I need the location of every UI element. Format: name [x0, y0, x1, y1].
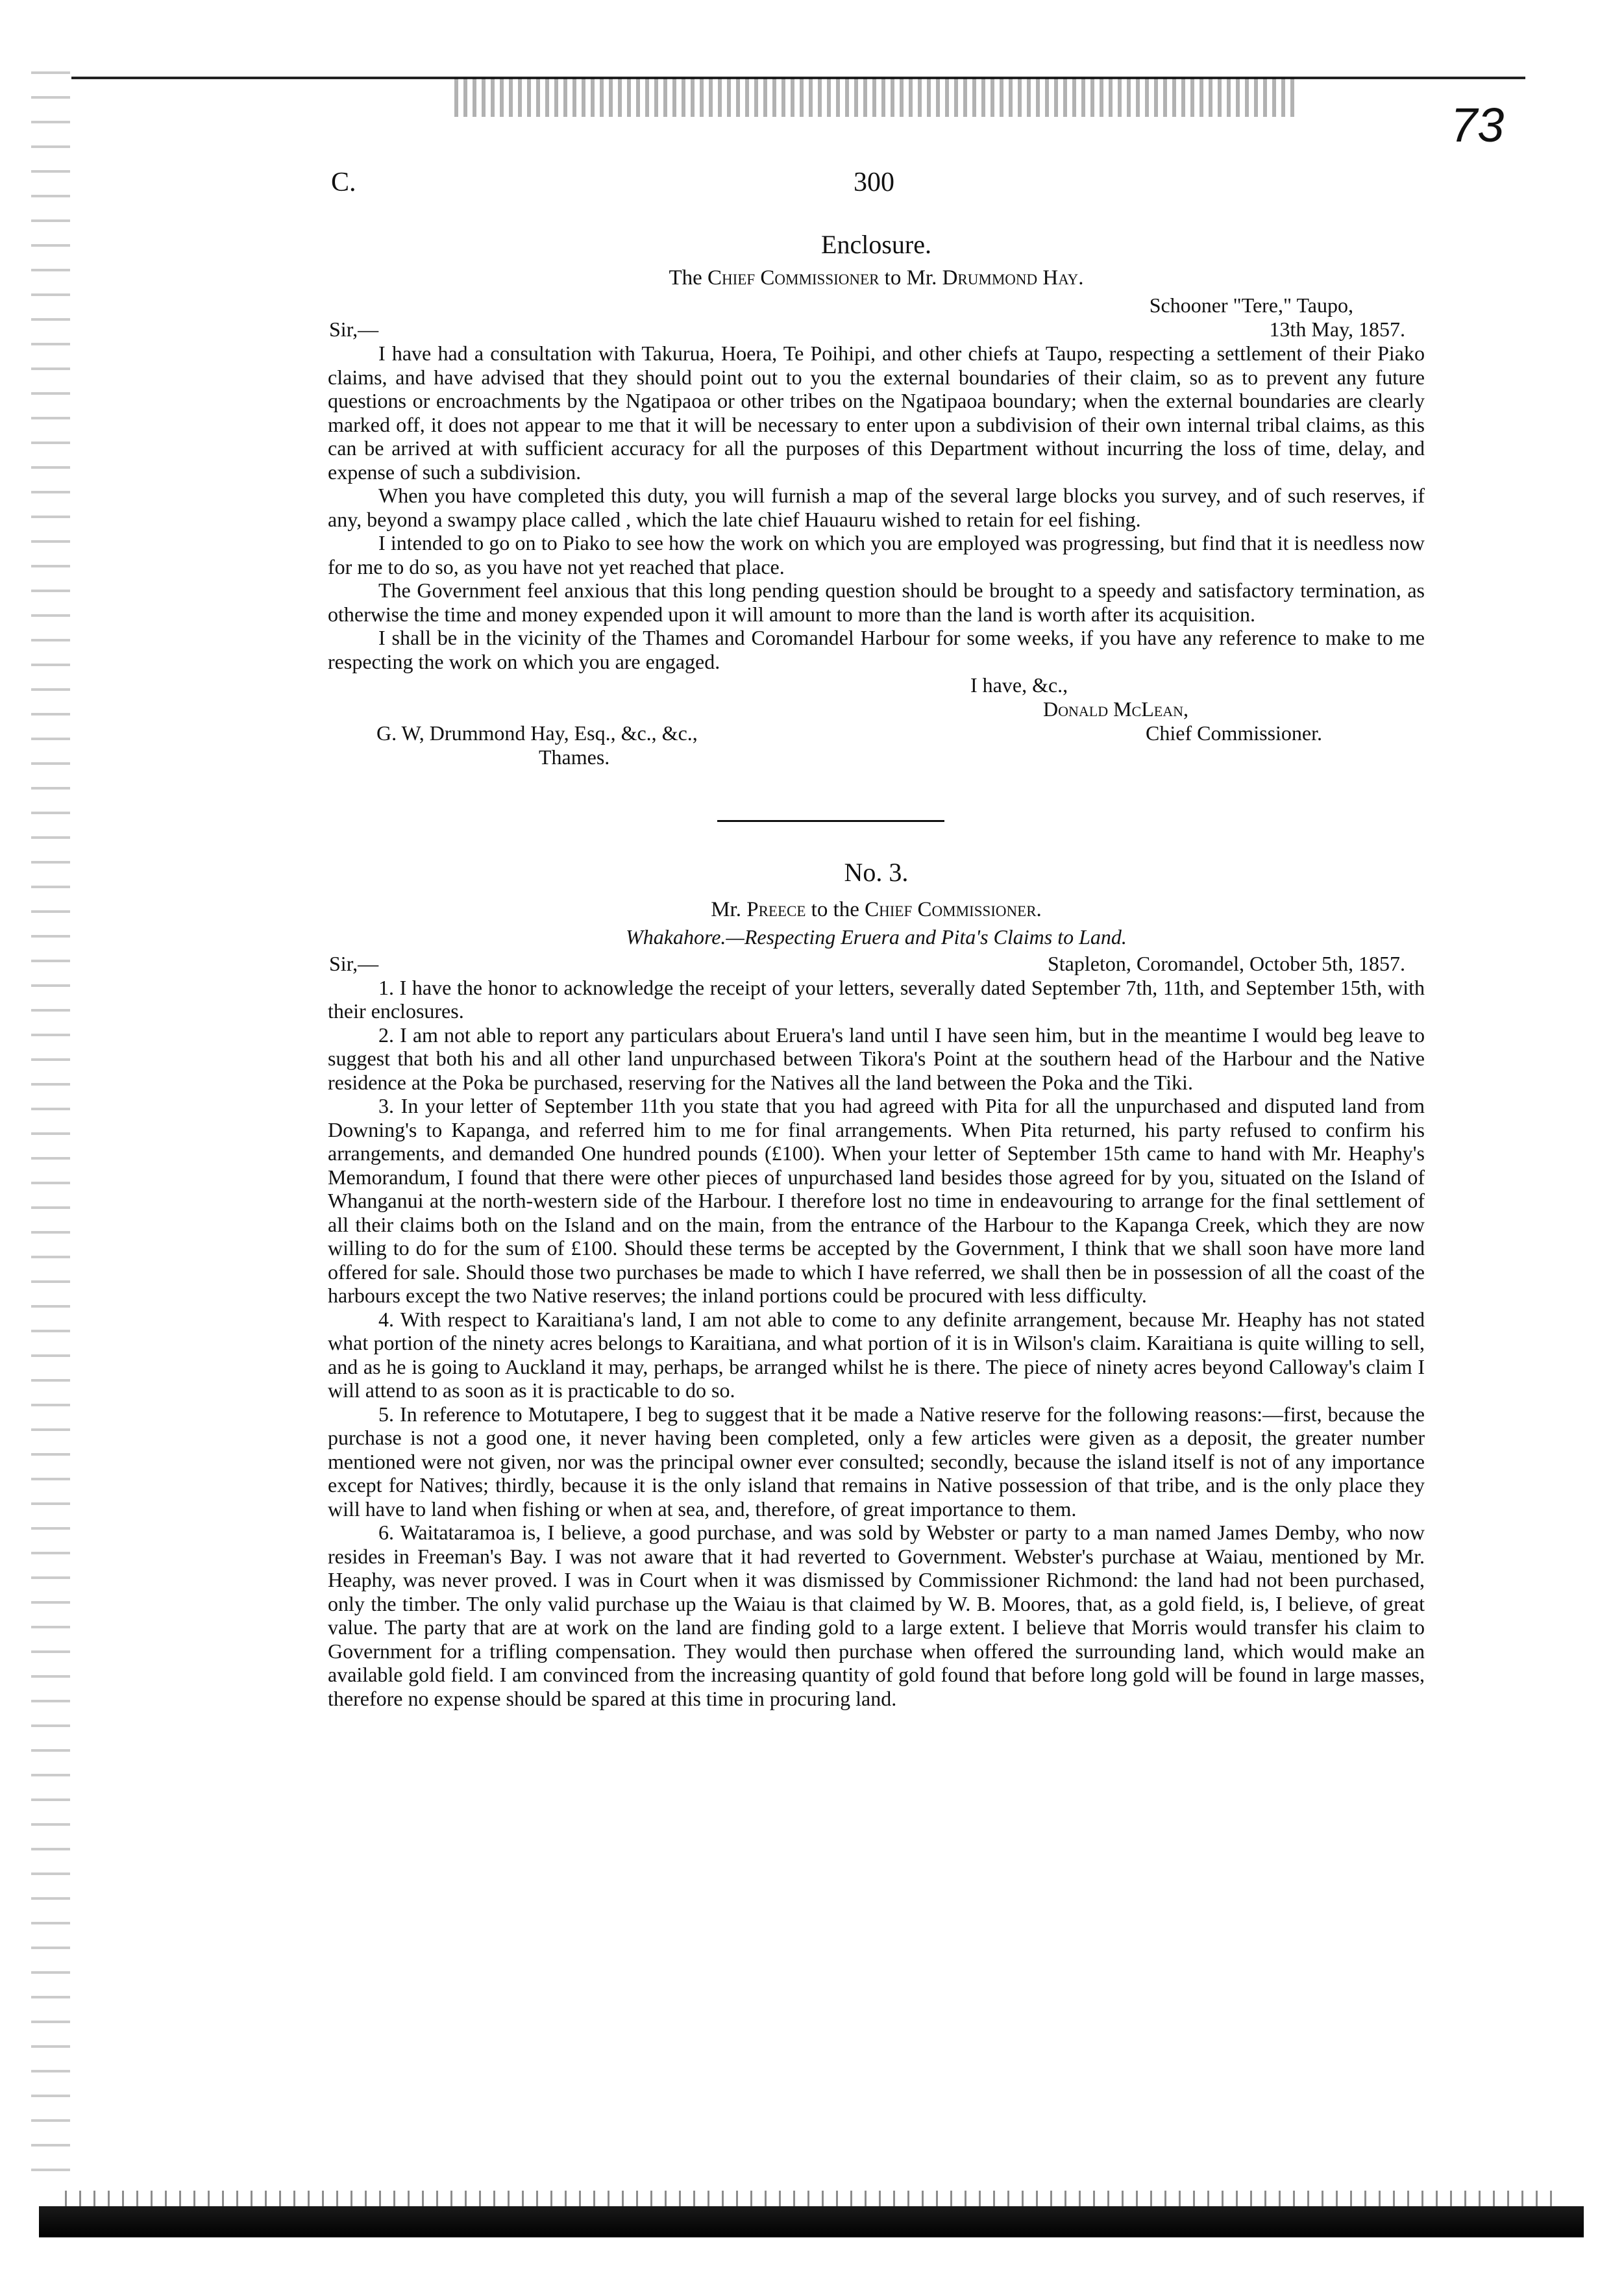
enclosure-heading: Enclosure.: [821, 230, 931, 259]
enclosure-signature-row: [328, 697, 1425, 721]
scan-edge-bottom: [39, 2206, 1584, 2237]
no3-title-to: Chief Commissioner.: [865, 897, 1042, 921]
no3-salutation: Sir,—: [329, 951, 379, 975]
enclosure-closing: I have, &c.,: [970, 673, 1068, 697]
no3-paragraph: 5. In reference to Motutapere, I beg to suggest that it be made a Native reserve for the following reasons:—first, because the purchase is not a good one, it never having been completed, only a few articles were given as a deposit, the greater number mentioned were not given, nor was the principal owner ever consulted; secondly, because the island itself is not of any importance except for Natives; thirdly, because it is the only island that remains in Native possession of that tribe, and is the only place they will have to land when fishing or when at sea, and, therefore, of great importance to them.: [328, 1402, 1425, 1521]
no3-heading: No. 3.: [844, 858, 909, 887]
enclosure-paragraph: I intended to go on to Piako to see how the work on which you are employed was progressing, but find that it is needless now for me to do so, as you have not yet reached that place.: [328, 531, 1425, 579]
enclosure-title-prefix: The: [669, 266, 702, 290]
no3-paragraph: 1. I have the honor to acknowledge the receipt of your letters, severally dated September 7th, 11th, and September 15th, with their enclosures.: [328, 975, 1425, 1023]
no3-paragraph: 4. With respect to Karaitiana's land, I am not able to come to any definite arrangement, because Mr. Heaphy has not stated what portion of the ninety acres belongs to Karaitiana, and what portion of it is in Wilson's claim. Karaitiana is quite willing to sell, and as he is going to Auckland it may, perhaps, be arranged whilst he is there. The piece of ninety acres beyond Calloway's claim I will attend to as soon as it is practicable to do so.: [328, 1307, 1425, 1402]
enclosure-paragraph: I have had a consultation with Takurua, Hoera, Te Poihipi, and other chiefs at Taupo, respecting a settlement of their Piako claims, and have advised that they should point out to you the external boundaries of their claim, so as to prevent any future questions or encroachments by the Ngatipaoa or other tribes on the Ngatipaoa boundary; when the external boundaries are clearly marked off, it does not appear to me that it will be necessary to enter upon a subdivision of their own internal tribal claims, as this can be arrived at with sufficient accuracy for all the purposes of this Department without incurring the loss of time, delay, and expense of such a subdivision.: [328, 342, 1425, 484]
enclosure-paragraph: I shall be in the vicinity of the Thames and Coromandel Harbour for some weeks, if you have any reference to make to me respecting the work on which you are engaged.: [328, 626, 1425, 673]
no3-paragraph: 2. I am not able to report any particulars about Eruera's land until I have seen him, but in the meantime I would beg leave to suggest that both his and all other land unpurchased between Tikora's Point at the southern head of the Harbour and the Native residence at the Poka be purchased, reserving for the Natives all the land between the Poka and the Tiki.: [328, 1023, 1425, 1094]
enclosure-closing-row: [328, 673, 1425, 697]
enclosure-title-from: Chief Commissioner: [707, 266, 880, 290]
no3-paragraph: 3. In your letter of September 11th you state that you had agreed with Pita for all the unpurchased and disputed land from Downing's to Kapanga, and referred him to me for final arrangements. When Pita returned, his party refused to confirm his arrangements, and demanded One hundred pounds (£100). When your letter of September 15th came to hand with Mr. Heaphy's Memorandum, I found that there were other pieces of unpurchased land besides those agreed for by you, situated on the Island of Whanganui at the north-western side of the Harbour. I therefore lost no time in endeavouring to arrange for the final settlement of all their claims both on the Island and on the main, from the entrance of the Harbour to the Kapanga Creek, which they are now willing to do for the sum of £100. Should these terms be accepted by the Government, I think that we shall soon have more land offered for sale. Should those two purchases be made to which I have referred, we shall then be in possession of all the coast of the harbours except the two Native reserves; the inland portions could be procured with less difficulty.: [328, 1094, 1425, 1307]
no3-title: [328, 898, 1425, 922]
document-page: [328, 159, 1425, 1710]
no3-title-to-word: to the: [811, 897, 859, 921]
enclosure-paragraph: The Government feel anxious that this long pending question should be brought to a speedy and satisfactory termination, as otherwise the time and money expended upon it will amount to more than the land is worth after its acquisition.: [328, 579, 1425, 626]
enclosure-date: 13th May, 1857.: [1269, 317, 1405, 341]
no3-body: [328, 976, 1425, 1711]
enclosure-paragraph: When you have completed this duty, you will furnish a map of the several large blocks you survey, and of such reserves, if any, beyond a swampy place called , which the late chief Hauauru wished to retain for eel fishing.: [328, 484, 1425, 531]
series-code: C.: [331, 168, 356, 197]
no3-title-from: Preece: [746, 897, 806, 921]
enclosure-salutation: Sir,—: [329, 317, 379, 341]
enclosure-title-to-word: to Mr.: [884, 266, 937, 290]
no3-title-prefix: Mr.: [711, 897, 741, 921]
no3-dateline: Stapleton, Coromandel, October 5th, 1857.: [1047, 951, 1405, 975]
page-header: [328, 159, 1425, 206]
enclosure-location: Schooner "Tere," Taupo,: [1149, 293, 1353, 317]
section-divider: [717, 820, 944, 822]
page-number: 300: [854, 168, 894, 197]
enclosure-body: [328, 342, 1425, 673]
enclosure-signature-title: Chief Commissioner.: [1146, 721, 1322, 745]
enclosure-signature: Donald McLean,: [1043, 697, 1188, 721]
scan-edge-left: [31, 71, 70, 2188]
enclosure-addressee-row: [328, 721, 1425, 745]
no3-paragraph: 6. Waitataramoa is, I believe, a good purchase, and was sold by Webster or party to a man named James Demby, who now resides in Freeman's Bay. I was not aware that it had reverted to Government. Webster's purchase at Waiau, mentioned by Mr. Heaphy, was never proved. I was in Court when it was dismissed by Commissioner Richmond: the land had not been purchased, only the timber. The only valid purchase up the Waiau is that claimed by W. B. Moores, that, as a gold field, is, I believe, of great value. The party that are at work on the land are finding gold to a large extent. I believe that Morris would transfer his claim to Government for a trifling compensation. They would then purchase when offered the surrounding land, which would make an available gold field. I am convinced from the increasing quantity of gold found that before long gold will be found in large masses, therefore no expense should be spared at this time in procuring land.: [328, 1521, 1425, 1710]
no3-subtitle: Whakahore.—Respecting Eruera and Pita's Claims to Land.: [626, 925, 1127, 949]
enclosure-title: [328, 266, 1425, 290]
folio-number: 73: [1451, 98, 1505, 152]
enclosure-salutation-row: [328, 317, 1425, 342]
no3-salutation-row: [328, 952, 1425, 976]
enclosure-title-to: Drummond Hay.: [942, 266, 1084, 290]
enclosure-addressee-place: Thames.: [539, 745, 610, 769]
enclosure-location-row: [328, 293, 1425, 317]
scan-noise-top: [454, 78, 1298, 117]
enclosure-addressee: G. W, Drummond Hay, Esq., &c., &c.,: [376, 721, 698, 745]
enclosure-addressee-place-row: [328, 745, 1425, 769]
